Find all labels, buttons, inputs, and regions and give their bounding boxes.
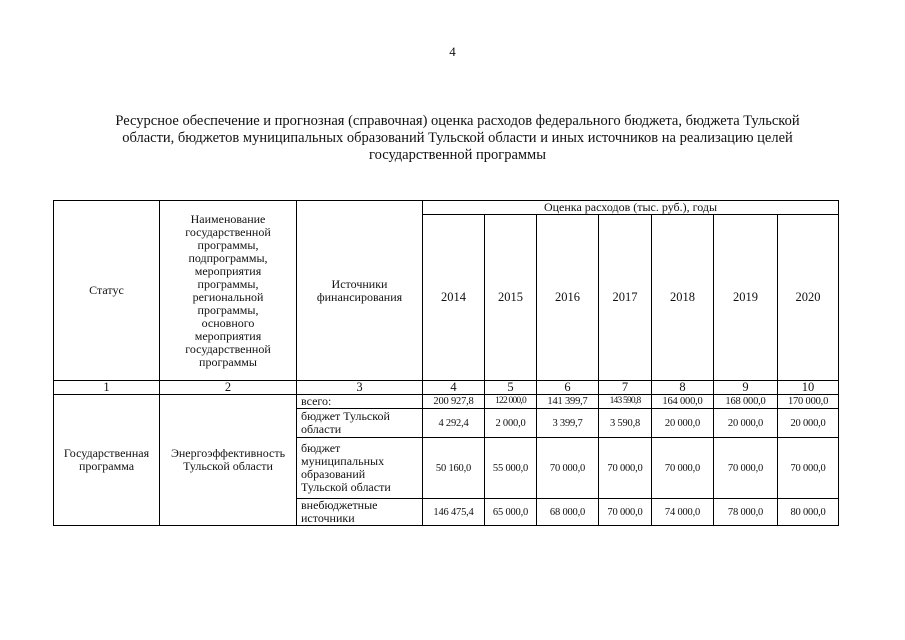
value-cell: 143 590,8 <box>599 395 652 409</box>
value-cell: 3 399,7 <box>537 409 599 438</box>
value-cell: 168 000,0 <box>714 395 778 409</box>
source-cell: всего: <box>297 395 423 409</box>
value-cell: 68 000,0 <box>537 499 599 526</box>
value-cell: 70 000,0 <box>714 438 778 499</box>
value-cell: 141 399,7 <box>537 395 599 409</box>
header-name: Наименование государственной программы, подпрограммы, мероприятия программы, региональной программы, основного мероприятия государственной программы <box>160 201 297 381</box>
title-line-1: Ресурсное обеспечение и прогнозная (справочная) оценка расходов федерального бюджета, бюджета Тульской <box>115 113 800 129</box>
budget-table <box>53 200 839 526</box>
value-cell: 50 160,0 <box>423 438 485 499</box>
source-cell: внебюджетные источники <box>297 499 423 526</box>
value-cell: 65 000,0 <box>485 499 537 526</box>
title-line-3: государственной программы <box>369 147 546 163</box>
header-year: 2020 <box>778 215 839 381</box>
column-number: 9 <box>714 381 778 395</box>
page-title <box>90 113 825 164</box>
column-number: 6 <box>537 381 599 395</box>
value-cell: 55 000,0 <box>485 438 537 499</box>
column-number: 1 <box>54 381 160 395</box>
value-cell: 70 000,0 <box>599 438 652 499</box>
value-cell: 74 000,0 <box>652 499 714 526</box>
value-cell: 122 000,0 <box>485 395 537 409</box>
source-cell: бюджет муниципальных образований Тульской области <box>297 438 423 499</box>
value-cell: 4 292,4 <box>423 409 485 438</box>
value-cell: 70 000,0 <box>599 499 652 526</box>
header-year: 2019 <box>714 215 778 381</box>
column-number: 7 <box>599 381 652 395</box>
header-year: 2018 <box>652 215 714 381</box>
source-cell: бюджет Тульской области <box>297 409 423 438</box>
value-cell: 70 000,0 <box>652 438 714 499</box>
value-cell: 170 000,0 <box>778 395 839 409</box>
value-cell: 3 590,8 <box>599 409 652 438</box>
program-name-cell: Энергоэффективность Тульской области <box>160 395 297 526</box>
column-number-row <box>54 381 839 395</box>
value-cell: 20 000,0 <box>778 409 839 438</box>
header-year: 2017 <box>599 215 652 381</box>
column-number: 4 <box>423 381 485 395</box>
page-number: 4 <box>449 44 456 59</box>
value-cell: 70 000,0 <box>537 438 599 499</box>
value-cell: 20 000,0 <box>652 409 714 438</box>
column-number: 3 <box>297 381 423 395</box>
header-sources: Источники финансирования <box>297 201 423 381</box>
value-cell: 80 000,0 <box>778 499 839 526</box>
header-status: Статус <box>54 201 160 381</box>
value-cell: 70 000,0 <box>778 438 839 499</box>
value-cell: 20 000,0 <box>714 409 778 438</box>
table-row <box>54 395 839 409</box>
column-number: 5 <box>485 381 537 395</box>
value-cell: 146 475,4 <box>423 499 485 526</box>
column-number: 10 <box>778 381 839 395</box>
value-cell: 164 000,0 <box>652 395 714 409</box>
title-line-2: области, бюджетов муниципальных образований Тульской области и иных источников на реализацию целей <box>122 130 793 146</box>
header-estimate: Оценка расходов (тыс. руб.), годы <box>423 201 839 215</box>
column-number: 2 <box>160 381 297 395</box>
value-cell: 2 000,0 <box>485 409 537 438</box>
header-year: 2016 <box>537 215 599 381</box>
value-cell: 78 000,0 <box>714 499 778 526</box>
header-row-top <box>54 201 839 215</box>
column-number: 8 <box>652 381 714 395</box>
status-cell: Государственная программа <box>54 395 160 526</box>
header-year: 2015 <box>485 215 537 381</box>
value-cell: 200 927,8 <box>423 395 485 409</box>
header-year: 2014 <box>423 215 485 381</box>
